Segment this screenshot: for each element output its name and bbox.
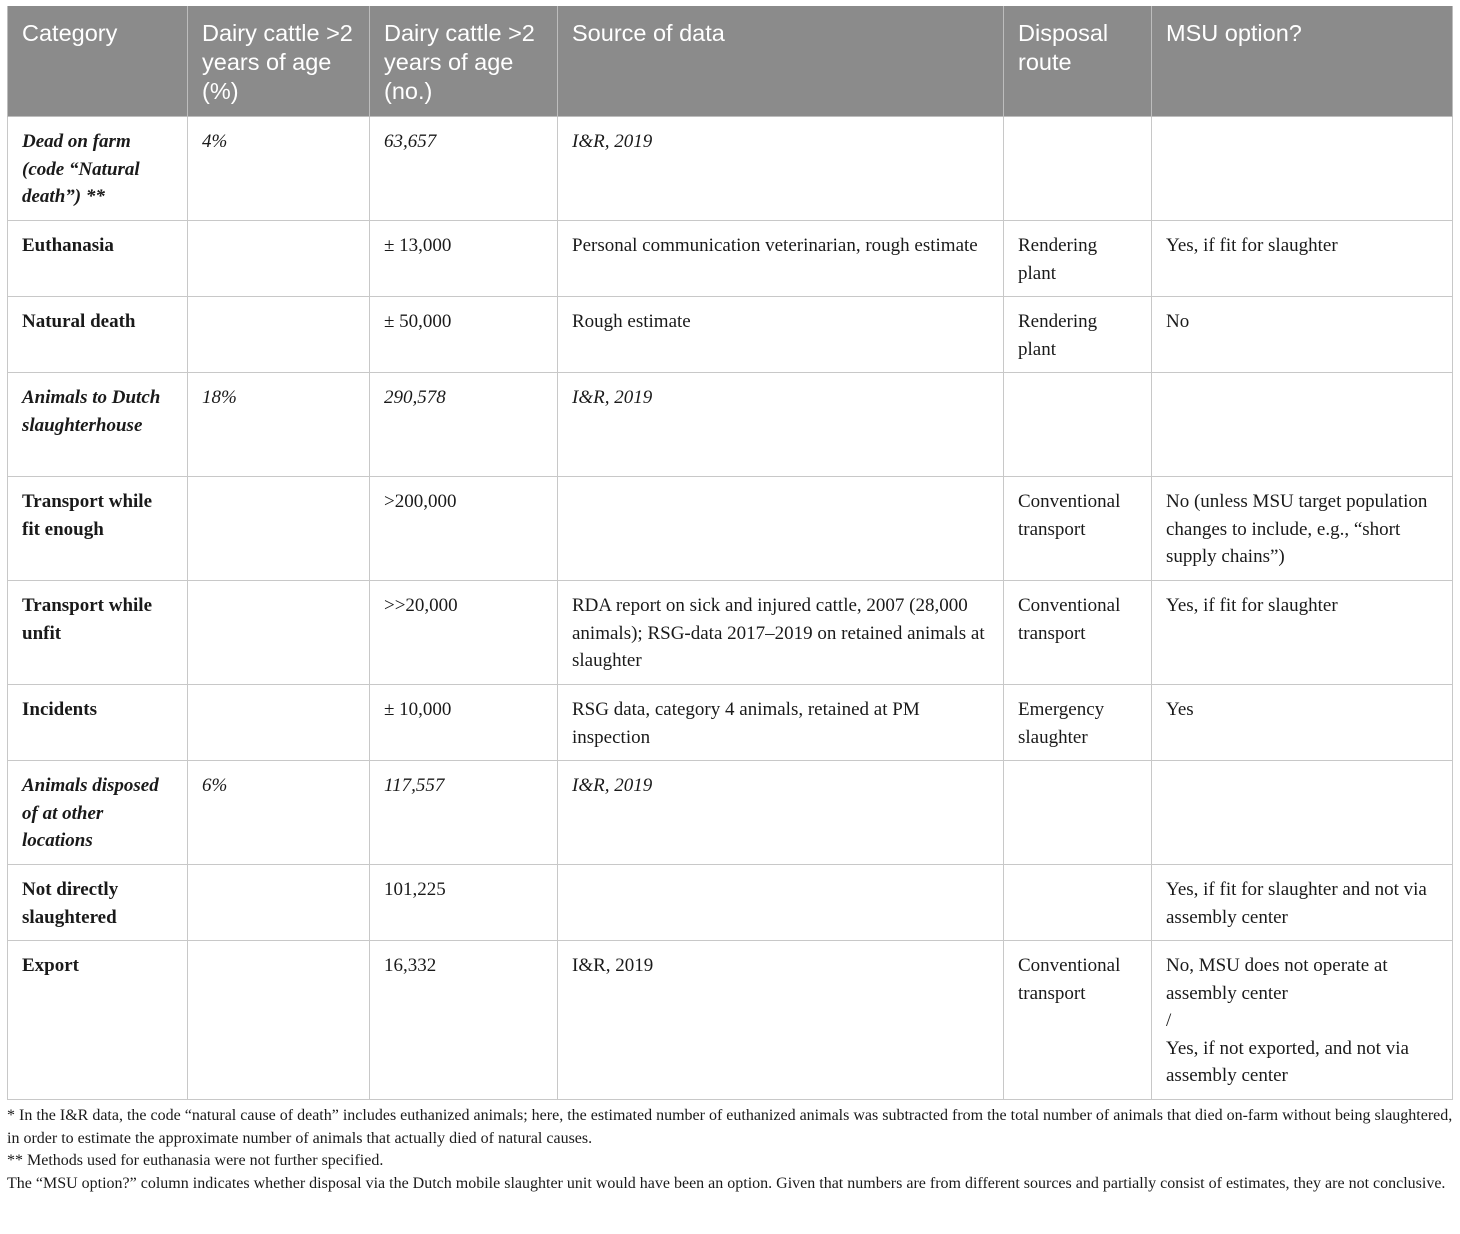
cell-category: Euthanasia [8, 221, 188, 297]
cell-msu: Yes, if fit for slaughter [1152, 581, 1453, 685]
cell-msu [1152, 373, 1453, 477]
cell-route: Rendering plant [1004, 221, 1152, 297]
header-msu-option: MSU option? [1152, 6, 1453, 117]
table-row [8, 373, 1453, 477]
cell-source: Rough estimate [558, 297, 1004, 373]
cell-msu [1152, 117, 1453, 221]
cell-source: Personal communication veterinarian, rough estimate [558, 221, 1004, 297]
cell-route [1004, 117, 1152, 221]
cell-number: 63,657 [370, 117, 558, 221]
cell-route [1004, 373, 1152, 477]
cell-percent: 18% [188, 373, 370, 477]
cell-number: 16,332 [370, 941, 558, 1100]
table-row [8, 865, 1453, 941]
footnote-msu-explanation: The “MSU option?” column indicates whether disposal via the Dutch mobile slaughter unit would have been an option. Given that numbers are from different sources and partially consist of estimates, they are not conclusive. [7, 1174, 1446, 1192]
cell-number: 117,557 [370, 761, 558, 865]
cell-route: Emergency slaughter [1004, 685, 1152, 761]
cell-number: 290,578 [370, 373, 558, 477]
cell-percent [188, 477, 370, 581]
cell-msu: Yes [1152, 685, 1453, 761]
cell-percent [188, 221, 370, 297]
cell-route [1004, 865, 1152, 941]
cell-number: ± 13,000 [370, 221, 558, 297]
cell-category: Incidents [8, 685, 188, 761]
cell-number: 101,225 [370, 865, 558, 941]
cell-source: RSG data, category 4 animals, retained at PM inspection [558, 685, 1004, 761]
cell-msu: No (unless MSU target population changes to include, e.g., “short supply chains”) [1152, 477, 1453, 581]
cell-category: Animals to Dutch slaughterhouse [8, 373, 188, 477]
table-row [8, 221, 1453, 297]
table-container [7, 6, 1452, 1195]
cell-number: ± 50,000 [370, 297, 558, 373]
table-row [8, 581, 1453, 685]
cell-percent [188, 685, 370, 761]
header-percent: Dairy cattle >2 years of age (%) [188, 6, 370, 117]
cell-percent [188, 941, 370, 1100]
cell-percent [188, 297, 370, 373]
cell-source: I&R, 2019 [558, 373, 1004, 477]
cell-route [1004, 761, 1152, 865]
cell-msu: No, MSU does not operate at assembly center / Yes, if not exported, and not via assembly center [1152, 941, 1453, 1100]
table-row [8, 117, 1453, 221]
cell-msu: No [1152, 297, 1453, 373]
cell-category: Transport while unfit [8, 581, 188, 685]
header-row [8, 6, 1453, 117]
cell-msu: Yes, if fit for slaughter and not via assembly center [1152, 865, 1453, 941]
cell-source: I&R, 2019 [558, 761, 1004, 865]
cell-number: ± 10,000 [370, 685, 558, 761]
cell-category: Transport while fit enough [8, 477, 188, 581]
table-row [8, 297, 1453, 373]
table-footnotes [7, 1105, 1455, 1195]
cell-route: Conventional transport [1004, 581, 1152, 685]
cell-percent [188, 865, 370, 941]
header-number: Dairy cattle >2 years of age (no.) [370, 6, 558, 117]
table-row [8, 941, 1453, 1100]
header-category: Category [8, 6, 188, 117]
cell-category: Natural death [8, 297, 188, 373]
cell-route: Conventional transport [1004, 477, 1152, 581]
table-row [8, 761, 1453, 865]
cell-route: Rendering plant [1004, 297, 1152, 373]
cell-number: >200,000 [370, 477, 558, 581]
cell-percent [188, 581, 370, 685]
cell-category: Dead on farm (code “Natural death”) ** [8, 117, 188, 221]
cell-category: Export [8, 941, 188, 1100]
footnote-double-asterisk: ** Methods used for euthanasia were not further specified. [7, 1152, 384, 1169]
cell-msu: Yes, if fit for slaughter [1152, 221, 1453, 297]
cell-source: I&R, 2019 [558, 117, 1004, 221]
cell-msu [1152, 761, 1453, 865]
cell-source: I&R, 2019 [558, 941, 1004, 1100]
table-row [8, 477, 1453, 581]
cell-source: RDA report on sick and injured cattle, 2007 (28,000 animals); RSG-data 2017–2019 on retained animals at slaughter [558, 581, 1004, 685]
footnote-single-asterisk: * In the I&R data, the code “natural cause of death” includes euthanized animals; here, the estimated number of euthanized animals was subtracted from the total number of animals that died on-farm without being slaughtered, in order to estimate the approximate number of animals that actually died of natural causes. [7, 1107, 1453, 1147]
cell-category: Not directly slaughtered [8, 865, 188, 941]
cell-route: Conventional transport [1004, 941, 1152, 1100]
header-disposal-route: Disposal route [1004, 6, 1152, 117]
cell-percent: 4% [188, 117, 370, 221]
header-source: Source of data [558, 6, 1004, 117]
cell-category: Animals disposed of at other locations [8, 761, 188, 865]
cell-source [558, 477, 1004, 581]
disposal-table [7, 6, 1453, 1100]
cell-source [558, 865, 1004, 941]
cell-percent: 6% [188, 761, 370, 865]
cell-number: >>20,000 [370, 581, 558, 685]
table-row [8, 685, 1453, 761]
